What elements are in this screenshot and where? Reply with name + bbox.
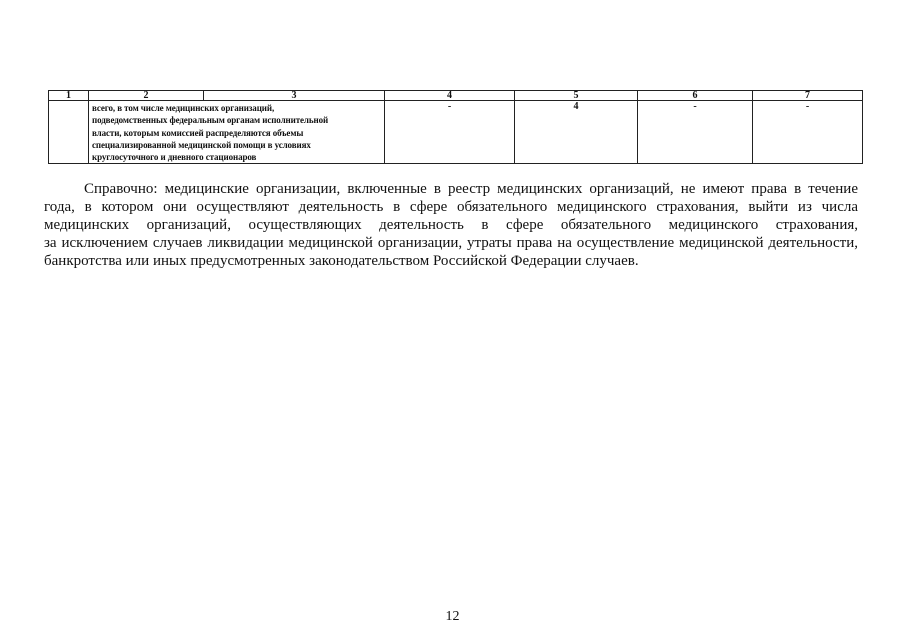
row-value-4: - [447,101,452,112]
column-number-5: 5 [515,91,638,101]
column-number-6: 6 [638,91,753,101]
data-table [48,90,863,164]
row-value-6: - [693,101,697,112]
column-number-4: 4 [385,91,515,101]
row-value-5: 4 [573,101,579,112]
row-cell-6 [638,101,753,164]
column-number-1: 1 [49,91,89,101]
column-number-7: 7 [753,91,863,101]
row-cell-1 [49,101,89,164]
note-line-5: банкротства или иных предусмотренных законодательством Российской Федерации случаев. [44,253,639,269]
column-number-3: 3 [204,91,385,101]
row-description: всего, в том числе медицинских организаций, подведомственных федеральным органам исполнительной власти, которым комиссией распределяются объемы специализированной медицинской помощи в условиях круглосуточного и дневного стационаров [92,103,329,163]
row-cell-4 [385,101,515,164]
note-line-2: года, в котором они осуществляют деятельность в сфере обязательного медицинского страхования, выйти из числа [44,199,858,215]
note-line-4: за исключением случаев ликвидации медицинской организации, утраты права на осуществление медицинской деятельности, [44,235,858,251]
row-description-cell [89,101,385,164]
column-number-2: 2 [89,91,204,101]
reference-note [44,180,858,270]
table-row [49,101,863,164]
page-number: 12 [445,609,460,624]
note-line-3: медицинских организаций, осуществляющих деятельность в сфере обязательного медицинского страхования, [44,217,858,233]
note-line-1: Справочно: медицинские организации, включенные в реестр медицинских организаций, не имеют права в течение [84,181,858,197]
row-cell-5 [515,101,638,164]
row-value-7: - [805,101,810,112]
table-header-row [49,91,863,101]
row-cell-7 [753,101,863,164]
